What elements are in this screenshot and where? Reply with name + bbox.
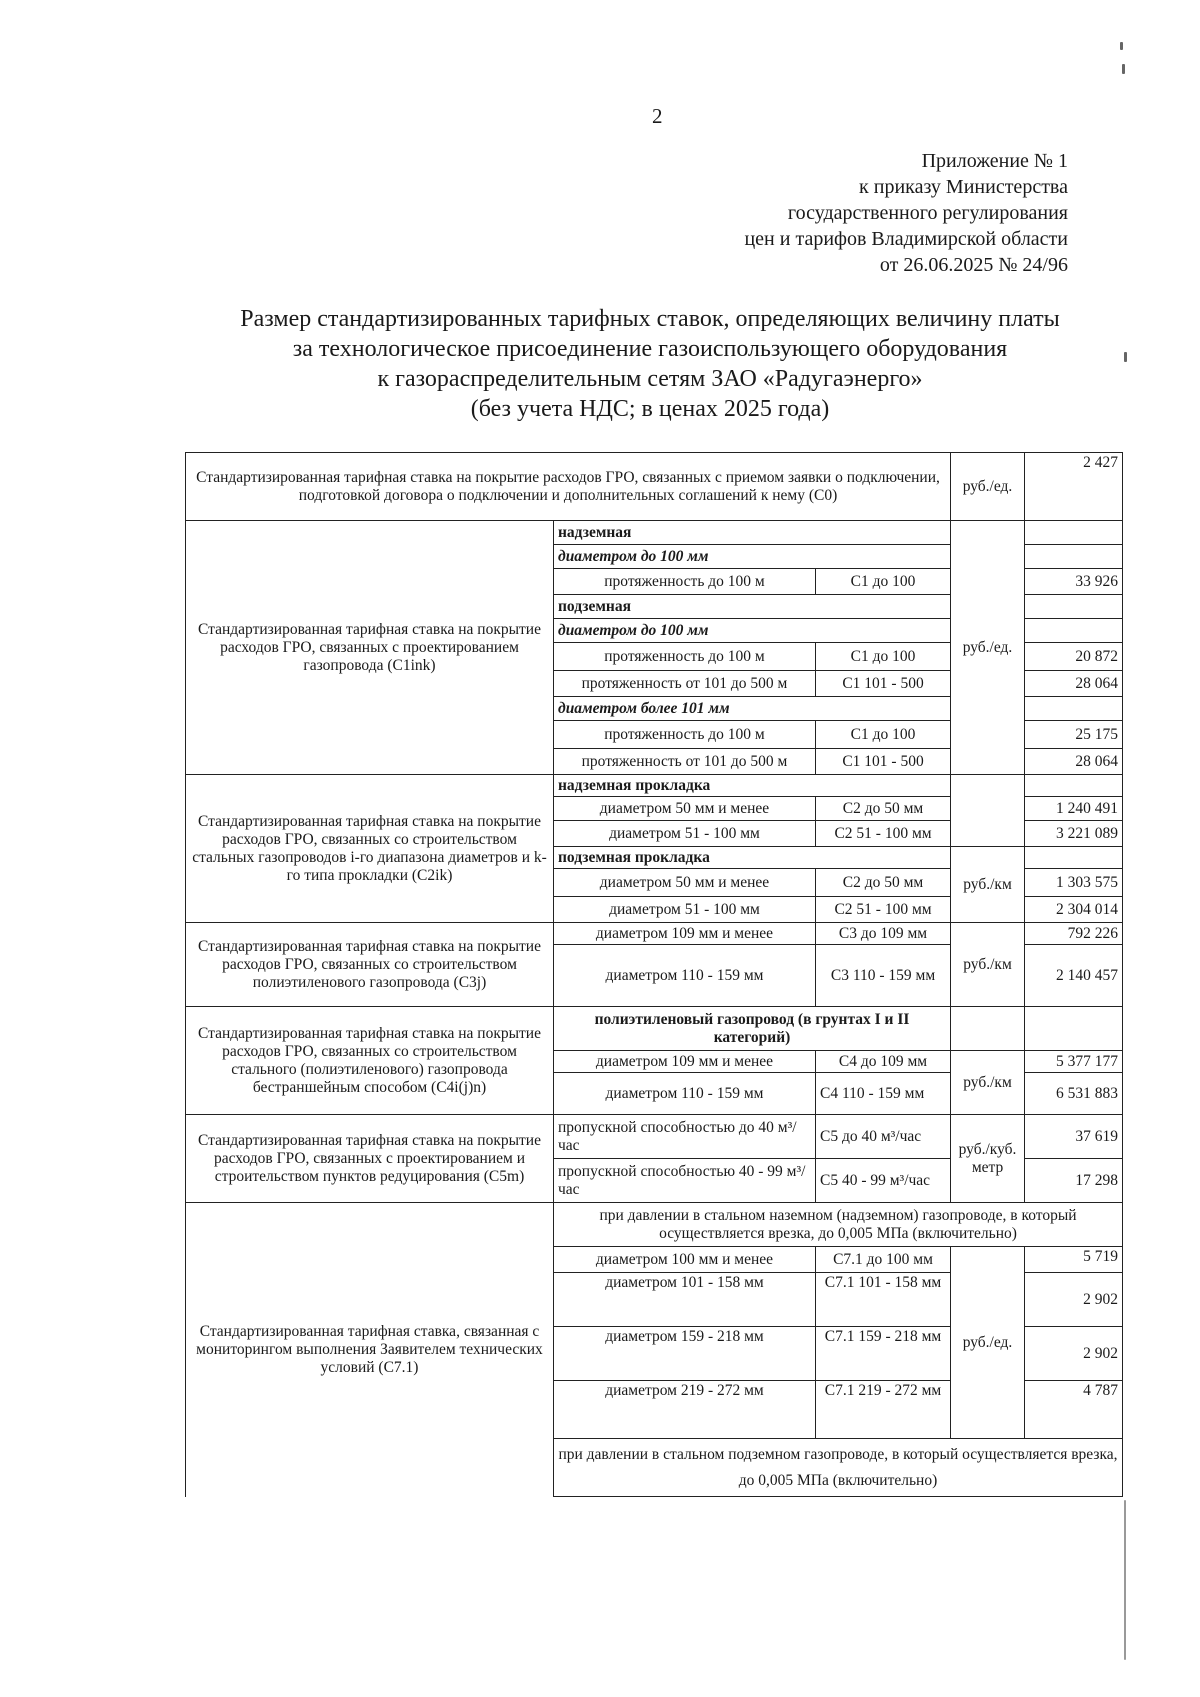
param-cell: диаметром 50 мм и менее — [554, 869, 816, 897]
subsection-header: диаметром до 100 мм — [554, 545, 951, 569]
scan-artifact — [1122, 64, 1125, 74]
rate-description: Стандартизированная тарифная ставка на покрытие расходов ГРО, связанных со строительством стального (полиэтиленового) газопровода бестраншейным способом (С4i(j)n) — [186, 1007, 554, 1115]
unit-cell: руб./ед. — [951, 453, 1025, 521]
document-title — [170, 304, 1130, 424]
param-cell: диаметром 51 - 100 мм — [554, 897, 816, 923]
value-cell: 6 531 883 — [1025, 1073, 1123, 1115]
param-cell: диаметром 100 мм и менее — [554, 1247, 816, 1273]
unit-cell: руб./км — [951, 923, 1025, 1007]
param-cell: протяженность до 100 м — [554, 643, 816, 671]
code-cell: С5 40 - 99 м³/час — [816, 1159, 951, 1203]
table-row — [186, 521, 1123, 545]
code-cell: С4 110 - 159 мм — [816, 1073, 951, 1115]
empty-cell — [1025, 619, 1123, 643]
empty-cell — [951, 1007, 1025, 1051]
value-cell: 28 064 — [1025, 749, 1123, 775]
subsection-header: диаметром более 101 мм — [554, 697, 951, 721]
appendix-header — [648, 148, 1068, 278]
scan-artifact — [1120, 42, 1123, 50]
empty-cell — [1025, 1007, 1123, 1051]
rate-description: Стандартизированная тарифная ставка, связанная с мониторингом выполнения Заявителем технических условий (С7.1) — [186, 1203, 554, 1497]
value-cell: 2 304 014 — [1025, 897, 1123, 923]
code-cell: С1 101 - 500 — [816, 671, 951, 697]
value-cell: 1 240 491 — [1025, 797, 1123, 821]
code-cell: С7.1 159 - 218 мм — [816, 1327, 951, 1381]
unit-cell: руб./км — [951, 1051, 1025, 1115]
value-cell: 2 902 — [1025, 1327, 1123, 1381]
code-cell: С7.1 219 - 272 мм — [816, 1381, 951, 1439]
value-cell: 1 303 575 — [1025, 869, 1123, 897]
param-cell: диаметром 50 мм и менее — [554, 797, 816, 821]
code-cell: С4 до 109 мм — [816, 1051, 951, 1073]
code-cell: С2 51 - 100 мм — [816, 897, 951, 923]
title-line: за технологическое присоединение газоиспользующего оборудования — [292, 336, 1008, 362]
section-header: надземная прокладка — [554, 775, 951, 797]
param-cell: пропускной способностью до 40 м³/час — [554, 1115, 816, 1159]
page-number: 2 — [652, 104, 663, 128]
value-cell: 33 926 — [1025, 569, 1123, 595]
value-cell: 20 872 — [1025, 643, 1123, 671]
value-cell: 3 221 089 — [1025, 821, 1123, 847]
empty-cell — [951, 775, 1025, 847]
code-cell: С7.1 101 - 158 мм — [816, 1273, 951, 1327]
empty-cell — [1025, 545, 1123, 569]
table-row — [186, 923, 1123, 945]
code-cell: С2 до 50 мм — [816, 869, 951, 897]
code-cell: С3 до 109 мм — [816, 923, 951, 945]
param-cell: протяженность от 101 до 500 м — [554, 749, 816, 775]
scan-artifact — [1124, 1500, 1126, 1660]
title-line: к газораспределительным сетям ЗАО «Радугаэнерго» — [377, 366, 923, 392]
section-header: при давлении в стальном наземном (надземном) газопроводе, в который осуществляется врезка, до 0,005 МПа (включительно) — [554, 1203, 1123, 1247]
unit-cell: руб./ед. — [951, 521, 1025, 775]
value-cell: 792 226 — [1025, 923, 1123, 945]
section-header: подземная прокладка — [554, 847, 951, 869]
tariff-table — [185, 452, 1123, 1497]
empty-cell — [1025, 595, 1123, 619]
param-cell: диаметром 51 - 100 мм — [554, 821, 816, 847]
code-cell: С1 до 100 — [816, 643, 951, 671]
code-cell: С3 110 - 159 мм — [816, 945, 951, 1007]
empty-cell — [1025, 521, 1123, 545]
scan-artifact — [1124, 352, 1127, 362]
table-row — [186, 775, 1123, 797]
table-row — [186, 1115, 1123, 1159]
value-cell: 2 902 — [1025, 1273, 1123, 1327]
code-cell: С7.1 до 100 мм — [816, 1247, 951, 1273]
table-row-c0 — [186, 453, 1123, 521]
param-cell: диаметром 219 - 272 мм — [554, 1381, 816, 1439]
value-cell: 28 064 — [1025, 671, 1123, 697]
appendix-line: цен и тарифов Владимирской области — [744, 228, 1068, 250]
code-cell: С5 до 40 м³/час — [816, 1115, 951, 1159]
value-cell: 25 175 — [1025, 721, 1123, 749]
appendix-line: государственного регулирования — [787, 202, 1068, 224]
empty-cell — [1025, 697, 1123, 721]
empty-cell — [1025, 775, 1123, 797]
param-cell: диаметром 159 - 218 мм — [554, 1327, 816, 1381]
param-cell: пропускной способностью 40 - 99 м³/час — [554, 1159, 816, 1203]
rate-description: Стандартизированная тарифная ставка на покрытие расходов ГРО, связанных со строительством полиэтиленового газопровода (С3j) — [186, 923, 554, 1007]
unit-cell: руб./ед. — [951, 1247, 1025, 1439]
table-row — [186, 1203, 1123, 1247]
value-cell: 2 427 — [1025, 453, 1123, 521]
param-cell: диаметром 109 мм и менее — [554, 1051, 816, 1073]
param-cell: протяженность до 100 м — [554, 569, 816, 595]
subsection-header: диаметром до 100 мм — [554, 619, 951, 643]
param-cell: протяженность до 100 м — [554, 721, 816, 749]
appendix-line: от 26.06.2025 № 24/96 — [879, 254, 1068, 276]
param-cell: диаметром 109 мм и менее — [554, 923, 816, 945]
code-cell: С1 до 100 — [816, 721, 951, 749]
code-cell: С2 до 50 мм — [816, 797, 951, 821]
value-cell: 4 787 — [1025, 1381, 1123, 1439]
value-cell: 5 377 177 — [1025, 1051, 1123, 1073]
empty-cell — [1025, 847, 1123, 869]
param-cell: протяженность от 101 до 500 м — [554, 671, 816, 697]
code-cell: С1 до 100 — [816, 569, 951, 595]
rate-description: Стандартизированная тарифная ставка на покрытие расходов ГРО, связанных с приемом заявки о подключении, подготовкой договора о подключении и дополнительных соглашений к нему (С0) — [186, 453, 951, 521]
section-header: подземная — [554, 595, 951, 619]
param-cell: диаметром 101 - 158 мм — [554, 1273, 816, 1327]
table-row — [186, 1007, 1123, 1051]
value-cell: 37 619 — [1025, 1115, 1123, 1159]
section-header: при давлении в стальном подземном газопроводе, в который осуществляется врезка, до 0,005 МПа (включительно) — [554, 1439, 1123, 1497]
code-cell: С1 101 - 500 — [816, 749, 951, 775]
value-cell: 2 140 457 — [1025, 945, 1123, 1007]
unit-cell: руб./км — [951, 847, 1025, 923]
appendix-line: Приложение № 1 — [921, 150, 1068, 172]
unit-cell: руб./куб. метр — [951, 1115, 1025, 1203]
code-cell: С2 51 - 100 мм — [816, 821, 951, 847]
rate-description: Стандартизированная тарифная ставка на покрытие расходов ГРО, связанных с проектированием газопровода (С1ink) — [186, 521, 554, 775]
section-header: надземная — [554, 521, 951, 545]
param-cell: диаметром 110 - 159 мм — [554, 945, 816, 1007]
rate-description: Стандартизированная тарифная ставка на покрытие расходов ГРО, связанных с проектированием и строительством пунктов редуцирования (С5m) — [186, 1115, 554, 1203]
param-cell: диаметром 110 - 159 мм — [554, 1073, 816, 1115]
appendix-line: к приказу Министерства — [859, 176, 1068, 198]
rate-description: Стандартизированная тарифная ставка на покрытие расходов ГРО, связанных со строительством стальных газопроводов i-го диапазона диаметров и k-го типа прокладки (С2ik) — [186, 775, 554, 923]
title-line: Размер стандартизированных тарифных ставок, определяющих величину платы — [240, 306, 1060, 332]
section-header: полиэтиленовый газопровод (в грунтах I и II категорий) — [554, 1007, 951, 1051]
value-cell: 17 298 — [1025, 1159, 1123, 1203]
value-cell: 5 719 — [1025, 1247, 1123, 1273]
title-line: (без учета НДС; в ценах 2025 года) — [470, 396, 830, 422]
